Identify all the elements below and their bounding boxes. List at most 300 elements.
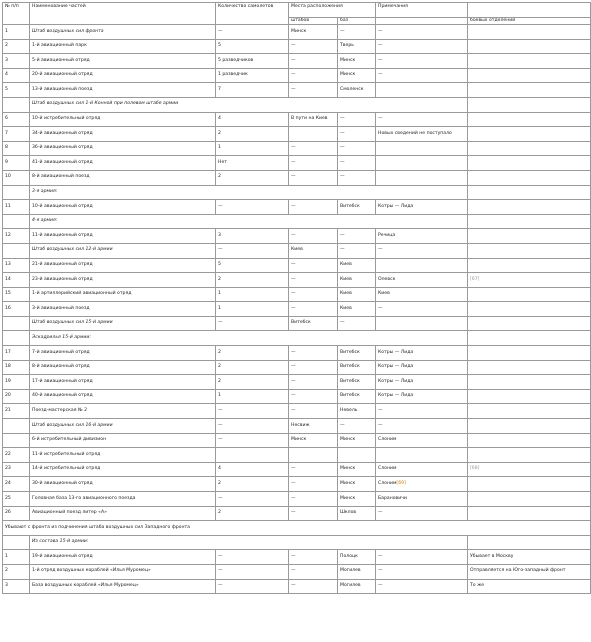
extra-cell	[468, 156, 591, 171]
planes-cell: —	[216, 564, 289, 579]
notes-cell	[376, 68, 468, 83]
staff-cell: —	[289, 346, 338, 361]
base-cell: —	[338, 156, 376, 171]
planes-cell: —	[216, 419, 289, 434]
staff-cell: —	[289, 39, 338, 54]
notes-text: Слоним	[378, 466, 397, 472]
base-cell: Минск	[338, 433, 376, 448]
section-row	[3, 535, 591, 550]
extra-cell	[468, 25, 591, 40]
staff-cell: —	[289, 83, 338, 98]
planes-cell: 2	[216, 375, 289, 390]
table-row	[3, 550, 591, 565]
base-cell: —	[338, 243, 376, 258]
name-cell: Авиационный поезд литер «А»	[30, 506, 216, 521]
num-cell: 1	[3, 25, 30, 40]
table-row	[3, 25, 591, 40]
table-row	[3, 54, 591, 69]
planes-cell: 2	[216, 346, 289, 361]
num-cell: 7	[3, 127, 30, 142]
planes-cell: 2	[216, 127, 289, 142]
planes-cell: 2	[216, 360, 289, 375]
name-cell: 11-й истребительный отряд	[30, 448, 216, 463]
num-cell: 22	[3, 448, 30, 463]
notes-cell	[376, 550, 468, 565]
num-cell: 9	[3, 156, 30, 171]
staff-cell: —	[289, 170, 338, 185]
base-cell: —	[338, 170, 376, 185]
extra-text[interactable]: [68]	[470, 466, 480, 472]
extra-cell	[468, 477, 591, 492]
name-cell: 10-й истребительный отряд	[30, 112, 216, 127]
extra-cell	[468, 97, 591, 112]
planes-cell: —	[216, 492, 289, 507]
staff-cell: —	[289, 141, 338, 156]
staff-cell: Киев	[289, 243, 338, 258]
extra-text: То же	[470, 583, 485, 589]
num-cell: 2	[3, 39, 30, 54]
notes-cell	[376, 564, 468, 579]
table-row	[3, 302, 591, 317]
extra-cell	[468, 200, 591, 215]
notes-text: Киев	[378, 291, 390, 297]
extra-cell	[468, 433, 591, 448]
notes-text: —	[378, 247, 383, 253]
extra-cell	[468, 550, 591, 565]
notes-cell	[376, 433, 468, 448]
notes-cell	[376, 127, 468, 142]
num-cell	[3, 316, 30, 331]
base-cell: Полоцк	[338, 550, 376, 565]
num-cell: 3	[3, 54, 30, 69]
staff-cell: —	[289, 360, 338, 375]
base-cell: —	[338, 419, 376, 434]
extra-cell	[468, 389, 591, 404]
base-cell: Киев	[338, 287, 376, 302]
base-cell: Смоленск	[338, 83, 376, 98]
planes-cell: 2	[216, 506, 289, 521]
extra-cell	[468, 375, 591, 390]
section-row	[3, 185, 591, 200]
planes-cell: —	[216, 25, 289, 40]
planes-cell: Нет	[216, 156, 289, 171]
name-cell: 7-й авиационный отряд	[30, 346, 216, 361]
name-cell: 19-й авиационный отряд	[30, 550, 216, 565]
notes-cell	[376, 156, 468, 171]
notes-cell	[376, 579, 468, 594]
base-cell: Тверь	[338, 39, 376, 54]
extra-cell	[468, 360, 591, 375]
extra-cell	[468, 579, 591, 594]
staff-cell	[289, 127, 338, 142]
table-row	[3, 170, 591, 185]
staff-cell: —	[289, 68, 338, 83]
notes-cell	[376, 419, 468, 434]
notes-cell	[376, 302, 468, 317]
planes-cell: —	[216, 243, 289, 258]
num-cell: 16	[3, 302, 30, 317]
name-cell: 23-й авиационный отряд	[30, 273, 216, 288]
staff-cell: —	[289, 404, 338, 419]
staff-cell: —	[289, 389, 338, 404]
staff-cell: Минск	[289, 25, 338, 40]
base-cell: Витебск	[338, 360, 376, 375]
staff-cell: —	[289, 550, 338, 565]
base-cell: —	[338, 316, 376, 331]
name-cell: 21-й авиационный отряд	[30, 258, 216, 273]
num-cell: 12	[3, 229, 30, 244]
notes-text: Речица	[378, 232, 396, 238]
base-cell: Минск	[338, 68, 376, 83]
notes-cell	[376, 273, 468, 288]
num-cell: 20	[3, 389, 30, 404]
num-cell: 15	[3, 287, 30, 302]
section-row	[3, 214, 591, 229]
extra-cell	[468, 331, 591, 346]
staff-cell: —	[289, 287, 338, 302]
staff-cell: —	[289, 564, 338, 579]
num-cell: 1	[3, 550, 30, 565]
base-cell: Витебск	[338, 200, 376, 215]
planes-cell: —	[216, 200, 289, 215]
table-row	[3, 141, 591, 156]
table-row	[3, 419, 591, 434]
staff-cell: —	[289, 302, 338, 317]
notes-text: Олевск	[378, 276, 396, 282]
name-cell: 1-й авиационный парк	[30, 39, 216, 54]
notes-cell	[376, 477, 468, 492]
name-cell: 8-й авиационный поезд	[30, 170, 216, 185]
staff-cell: —	[289, 579, 338, 594]
base-cell: Киев	[338, 258, 376, 273]
base-cell: —	[338, 127, 376, 142]
name-cell: Штаб воздушных сил фронта	[30, 25, 216, 40]
section-label: 4-я армия:	[30, 214, 468, 229]
planes-cell: 2	[216, 273, 289, 288]
notes-text: Котры — Лида	[378, 364, 414, 370]
notes-cell	[376, 54, 468, 69]
table-row	[3, 229, 591, 244]
notes-cell	[376, 389, 468, 404]
num-cell	[3, 419, 30, 434]
num-cell: 23	[3, 462, 30, 477]
staff-cell: —	[289, 375, 338, 390]
planes-cell: 5	[216, 39, 289, 54]
staff-cell: —	[289, 506, 338, 521]
table-row	[3, 346, 591, 361]
table-row	[3, 506, 591, 521]
base-cell: —	[338, 229, 376, 244]
num-cell: 8	[3, 141, 30, 156]
extra-cell	[468, 287, 591, 302]
notes-cell	[376, 39, 468, 54]
header-extra-top	[468, 3, 591, 18]
header-planes: Количество самолетов	[216, 3, 289, 25]
notes-cell	[376, 462, 468, 477]
num-cell: 19	[3, 375, 30, 390]
extra-cell	[468, 214, 591, 229]
name-cell: Штаб воздушных сил 16-й армии	[30, 419, 216, 434]
base-cell: Минск	[338, 477, 376, 492]
table-row	[3, 243, 591, 258]
extra-cell	[468, 112, 591, 127]
num-cell: 17	[3, 346, 30, 361]
name-cell: 20-й авиационный отряд	[30, 68, 216, 83]
table-row	[3, 375, 591, 390]
table-row	[3, 258, 591, 273]
extra-cell	[468, 258, 591, 273]
extra-cell	[468, 273, 591, 288]
notes-cell	[376, 243, 468, 258]
notes-text: —	[378, 305, 383, 311]
staff-cell: Несвиж	[289, 419, 338, 434]
notes-text: —	[378, 57, 383, 63]
header-name: Наименование частей	[30, 3, 216, 25]
base-cell: Киев	[338, 302, 376, 317]
header-notes: Примечания	[376, 3, 468, 18]
notes-cell	[376, 404, 468, 419]
num-cell: 6	[3, 112, 30, 127]
name-cell: 41-й авиационный отряд	[30, 156, 216, 171]
extra-cell	[468, 141, 591, 156]
wide-label: Убывают с фронта из подчинения штаба воздушных сил Западного фронта	[3, 521, 591, 536]
base-cell: Могилев	[338, 579, 376, 594]
staff-cell: —	[289, 54, 338, 69]
num-cell: 13	[3, 258, 30, 273]
num-cell: 10	[3, 170, 30, 185]
extra-cell	[468, 39, 591, 54]
extra-cell	[468, 492, 591, 507]
extra-text: Убывает в Москву	[470, 553, 514, 559]
planes-cell	[216, 448, 289, 463]
table-row	[3, 112, 591, 127]
name-cell: 34-й авиационный отряд	[30, 127, 216, 142]
notes-text: Слоним	[378, 437, 397, 443]
name-cell: Головная база 13-го авиационного поезда	[30, 492, 216, 507]
extra-text[interactable]: [67]	[470, 276, 480, 282]
notes-text: Котры — Лида	[378, 203, 414, 209]
notes-cell	[376, 375, 468, 390]
planes-cell: 4	[216, 462, 289, 477]
staff-cell: —	[289, 156, 338, 171]
notes-cell	[376, 83, 468, 98]
base-cell: Минск	[338, 492, 376, 507]
extra-cell	[468, 448, 591, 463]
section-label: Штаб воздушных сил 1-й Конной при полевом штабе армии	[30, 97, 468, 112]
table-row	[3, 579, 591, 594]
name-cell: 1-й отряд воздушных кораблей «Илья Муромец»	[30, 564, 216, 579]
num-cell: 21	[3, 404, 30, 419]
base-cell: Минск	[338, 462, 376, 477]
table-row	[3, 68, 591, 83]
base-cell: —	[338, 112, 376, 127]
base-cell: —	[338, 141, 376, 156]
num-cell: 26	[3, 506, 30, 521]
num-cell: 24	[3, 477, 30, 492]
notes-cell	[376, 258, 468, 273]
num-cell: 3	[3, 579, 30, 594]
base-cell	[338, 448, 376, 463]
notes-cell	[376, 170, 468, 185]
table-container	[2, 2, 590, 594]
wide-row	[3, 521, 591, 536]
notes-cell	[376, 316, 468, 331]
section-label: Из состава 15-й армии:	[30, 535, 468, 550]
planes-cell: 3	[216, 229, 289, 244]
extra-cell	[468, 83, 591, 98]
num-cell	[3, 185, 30, 200]
notes-cell	[376, 506, 468, 521]
name-cell: 17-й авиационный отряд	[30, 375, 216, 390]
base-cell: Шклов	[338, 506, 376, 521]
table-row	[3, 156, 591, 171]
num-cell	[3, 214, 30, 229]
staff-cell: —	[289, 462, 338, 477]
extra-cell	[468, 170, 591, 185]
notes-cell	[376, 229, 468, 244]
table-row	[3, 83, 591, 98]
name-cell: 1-й артиллерийский авиационный отряд	[30, 287, 216, 302]
staff-cell: Минск	[289, 433, 338, 448]
table-row	[3, 448, 591, 463]
num-cell: 2	[3, 564, 30, 579]
planes-cell: 2	[216, 170, 289, 185]
footnote-ref[interactable]: [69]	[396, 480, 406, 486]
planes-cell: 4	[216, 112, 289, 127]
num-cell	[3, 433, 30, 448]
staff-cell: —	[289, 492, 338, 507]
extra-cell	[468, 243, 591, 258]
extra-cell	[468, 419, 591, 434]
table-row	[3, 564, 591, 579]
name-cell: Штаб воздушных сил 15-й армии	[30, 316, 216, 331]
staff-cell: Витебск	[289, 316, 338, 331]
notes-text: Котры — Лида	[378, 393, 414, 399]
table-row	[3, 477, 591, 492]
num-cell	[3, 331, 30, 346]
table-row	[3, 404, 591, 419]
name-cell: 6-й истребительный дивизион	[30, 433, 216, 448]
notes-cell	[376, 492, 468, 507]
notes-cell	[376, 112, 468, 127]
name-cell: Поезд-мастерская № 2	[30, 404, 216, 419]
table-row	[3, 316, 591, 331]
extra-cell	[468, 54, 591, 69]
extra-cell	[468, 535, 591, 550]
planes-cell: 1	[216, 302, 289, 317]
table-row	[3, 127, 591, 142]
notes-text: —	[378, 422, 383, 428]
base-cell: —	[338, 25, 376, 40]
name-cell: 40-й авиационный отряд	[30, 389, 216, 404]
header-base: баз	[338, 18, 376, 25]
extra-cell	[468, 68, 591, 83]
base-cell: Минск	[338, 54, 376, 69]
staff-cell: —	[289, 273, 338, 288]
table-row	[3, 462, 591, 477]
notes-cell	[376, 141, 468, 156]
notes-text: —	[378, 510, 383, 516]
base-cell: Киев	[338, 273, 376, 288]
header-location: Места расположения	[289, 3, 376, 18]
notes-text: Новых сведений не поступало	[378, 130, 452, 136]
notes-cell	[376, 360, 468, 375]
planes-cell: —	[216, 433, 289, 448]
extra-text: Отправляется на Юго-западный фронт	[470, 568, 566, 574]
num-cell: 25	[3, 492, 30, 507]
num-cell	[3, 243, 30, 258]
extra-cell	[468, 462, 591, 477]
notes-text: Котры — Лида	[378, 378, 414, 384]
name-cell: 30-й авиационный отряд	[30, 477, 216, 492]
notes-text: Барановичи	[378, 495, 407, 501]
num-cell	[3, 97, 30, 112]
extra-cell	[468, 506, 591, 521]
planes-cell: 1	[216, 287, 289, 302]
extra-cell	[468, 185, 591, 200]
base-cell: Невель	[338, 404, 376, 419]
planes-cell: —	[216, 316, 289, 331]
extra-cell	[468, 302, 591, 317]
notes-cell	[376, 448, 468, 463]
planes-cell: —	[216, 579, 289, 594]
num-cell: 18	[3, 360, 30, 375]
table-row	[3, 492, 591, 507]
notes-text: —	[378, 43, 383, 49]
section-row	[3, 331, 591, 346]
notes-text: —	[378, 553, 383, 559]
notes-text: —	[378, 116, 383, 122]
planes-cell: 1	[216, 389, 289, 404]
name-cell: 13-й авиационный поезд	[30, 83, 216, 98]
notes-text: —	[378, 28, 383, 34]
notes-cell	[376, 25, 468, 40]
base-cell: Витебск	[338, 375, 376, 390]
header-notes-sub	[376, 18, 468, 25]
staff-cell: —	[289, 200, 338, 215]
name-cell: База воздушных кораблей «Илья Муромец»	[30, 579, 216, 594]
extra-cell	[468, 404, 591, 419]
num-cell: 4	[3, 68, 30, 83]
notes-text: —	[378, 583, 383, 589]
planes-cell: —	[216, 404, 289, 419]
planes-cell: 2	[216, 477, 289, 492]
table-row	[3, 39, 591, 54]
notes-cell	[376, 287, 468, 302]
header-num: № п/п	[3, 3, 30, 25]
base-cell: Витебск	[338, 346, 376, 361]
extra-cell	[468, 564, 591, 579]
staff-cell: —	[289, 477, 338, 492]
base-cell: Витебск	[338, 389, 376, 404]
staff-cell: —	[289, 258, 338, 273]
notes-text: —	[378, 407, 383, 413]
planes-cell: 7	[216, 83, 289, 98]
staff-cell	[289, 448, 338, 463]
extra-cell	[468, 346, 591, 361]
extra-cell	[468, 316, 591, 331]
header-extra: боевых отделений	[468, 18, 591, 25]
planes-cell: 5 разведчиков	[216, 54, 289, 69]
name-cell: 10-й авиационный отряд	[30, 200, 216, 215]
num-cell: 14	[3, 273, 30, 288]
section-label: Эскадрилья 15-й армии:	[30, 331, 468, 346]
staff-cell: —	[289, 229, 338, 244]
name-cell: 3-й авиационный поезд	[30, 302, 216, 317]
staff-cell: В пути на Киев	[289, 112, 338, 127]
num-cell: 5	[3, 83, 30, 98]
name-cell: 36-й авиационный отряд	[30, 141, 216, 156]
